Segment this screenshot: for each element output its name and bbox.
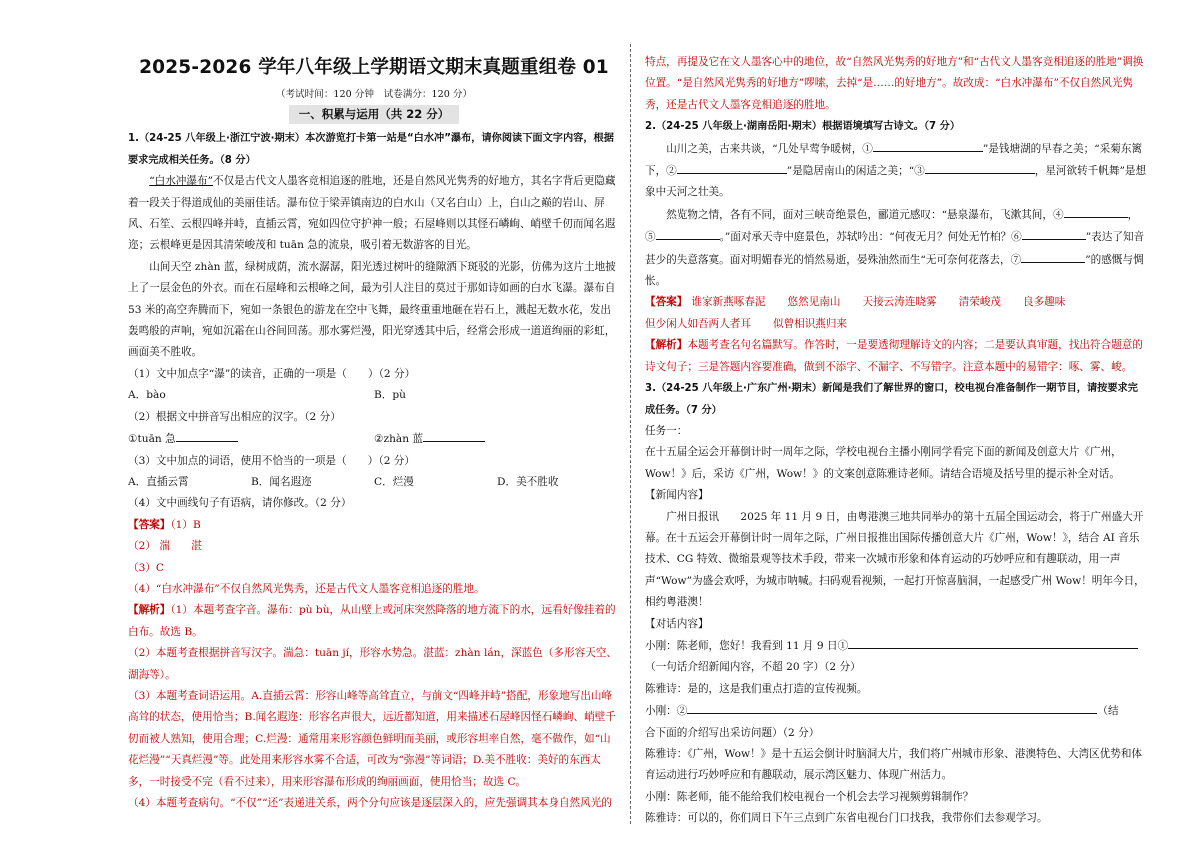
blank-line [656, 226, 720, 240]
q2-text: ，星河欲转千帆舞”是想象中天河之壮美。 [645, 165, 1147, 199]
answer-tag: 【答案】 [645, 296, 688, 309]
q2-text: ”的感慨与惆怅。 [645, 253, 1144, 288]
q2-text: 然览物之情，各有不同，面对三峡奇绝景色，郦道元感叹：“悬泉瀑布，飞漱其间，④ [666, 208, 1064, 221]
blank-2-label: ②zhàn 蓝 [374, 433, 424, 446]
q1-sub3-options [128, 472, 620, 493]
q2-para-2 [645, 204, 1147, 293]
q2-text: ”表达了知音甚少的失意落寞。面对明媚春光的悄然易逝，晏殊油然而生“无可奈何花落去，⑦ [645, 231, 1145, 266]
underlined-phrase: “白水冲瀑布” [149, 175, 213, 188]
q2-answer-item: 天接云涛连晓雾 [862, 296, 937, 309]
q1-passage-1 [128, 171, 620, 257]
answer-1: （1）B [170, 518, 201, 531]
dialog-text: 小刚：陈老师，您好！我看到 11 月 9 日① [645, 639, 849, 652]
blank-1-label: ①tuān 急 [128, 433, 176, 446]
dialog-text: 小刚：② [645, 705, 688, 718]
blank-line [925, 160, 1035, 174]
analysis-4-part2: 特点，再提及它在文人墨客心中的地位，故“自然风光隽秀的好地方”和“古代文人墨客竞相追逐的胜地”调换位置。“是自然风光隽秀的好地方”啰嗦，去掉“是……的好地方”。故改成：“白水冲瀑布”不仅自然风光隽秀，还是古代文人墨客竞相追逐的胜地。 [645, 56, 1144, 111]
q2-text: ”是隐居南山的闲适之美；“③ [786, 165, 925, 178]
blank-line [687, 700, 1097, 714]
q1-passage-1-text: 不仅是古代文人墨客竞相追逐的胜地，还是自然风光隽秀的好地方，其名字背后更隐藏着一段关于得道成仙的美丽佳话。瀑布位于梁弄镇南边的白水山（又名白山）上，白山之巅的岩山、屏风、石笙、云根四峰并峙，直插云霄，宛如四位守护神一般；石屋峰则以其怪石嶙峋、峭壁千仞而闻名遐迩；云根峰更是因其清荣峻茂和 tuān 急的流泉，吸引着无数游客的目光。 [128, 175, 616, 252]
blank-line [848, 635, 1138, 649]
blank-line [873, 138, 983, 152]
news-content: 广州日报讯 2025 年 11 月 9 日，由粤港澳三地共同举办的第十五届全国运动会，将于广州盛大开幕。在十五运会开幕倒计时一周年之际，广州日报推出国际传播创意大片《广州，Wow！》，结合 AI 音乐技术、CG 特效、微缩景观等技术手段，带来一次城市形象和体育运动的巧妙呼应和有趣联动，用一声声“Wow”为盛会欢呼，为城市呐喊。扫码观看视频，一起打开惊喜脑洞，一起感受广州 Wow！明年今日，相约粤港澳！ [645, 510, 1145, 609]
blank-line [677, 160, 787, 174]
option-b: B．闻名遐迩 [251, 475, 312, 488]
news-tag: 【新闻内容】 [645, 489, 709, 502]
question-1-stem: 1.（24-25 八年级上·浙江宁波·期末）本次游览打卡第一站是“白水冲”瀑布，请你阅读下面文字内容，根据要求完成相关任务。（8 分） [128, 133, 614, 166]
dialog-line-2: 陈雅诗：是的，这是我们重点打造的宣传视频。 [645, 682, 868, 695]
answer-2 [128, 536, 620, 557]
q1-sub3: （3）文中加点的词语，使用不恰当的一项是（ ）（2 分） [128, 454, 415, 467]
dialog-line-3 [645, 700, 1147, 722]
q1-sub2: （2）根据文中拼音写出相应的汉字。（2 分） [128, 410, 341, 423]
q2-text: 山川之美，古来共谈，“几处早莺争暖树，① [666, 142, 873, 155]
q1-sub1-options [128, 385, 620, 406]
analysis-tag: 【解析】 [645, 339, 688, 352]
q2-answer [645, 292, 1147, 335]
analysis-3: （3）本题考查词语运用。A.直插云霄：形容山峰等高耸直立，与前文“四峰并峙”搭配，形象地写出山峰高耸的状态，使用恰当；B.闻名遐迩：形容名声很大，远近都知道，用来描述石屋峰因怪石嶙峋、峭壁千仞而被人熟知，使用合理；C.烂漫：通常用来形容颜色鲜明而美丽，或形容坦率自然，毫不做作，如“山花烂漫”“天真烂漫”等。此处用来形容水雾不合适，可改为“弥漫”等词语；D.美不胜收：美好的东西太多，一时接受不完（看不过来），用来形容瀑布形成的绚丽画面，使用恰当；故选 C。 [128, 689, 616, 788]
question-2-stem: 2.（24-25 八年级上·湖南岳阳·期末）根据语境填写古诗文。（7 分） [645, 121, 961, 133]
question-3-stem: 3.（24-25 八年级上·广东广州·期末）新闻是我们了解世界的窗口，校电视台准备制作一期节目，请按要求完成任务。（7 分） [645, 383, 1138, 416]
section-heading: 一、积累与运用（共 22 分） [289, 105, 460, 124]
dialog-line-1 [645, 635, 1147, 657]
dialog-hint-1: （一句话介绍新闻内容，不超 20 字）（2 分） [645, 661, 861, 674]
q2-analysis [645, 335, 1147, 378]
answer-2-a: 湍 [159, 540, 170, 553]
analysis-1: （1）本题考查字音。瀑布：pù bù，从山壁上或河床突然降落的地方流下的水，远看好像挂着的白布。故选 B。 [128, 604, 616, 638]
q2-answer-item: 良多趣味 [1023, 296, 1066, 309]
option-a: A．直插云霄 [128, 475, 189, 488]
q2-answer-item: 清荣峻茂 [958, 296, 1002, 309]
answer-2-b: 湛 [191, 540, 202, 553]
analysis-tag: 【解析】 [128, 604, 171, 617]
blank-line [1021, 249, 1085, 263]
q1-passage-2: 山间天空 zhàn 蓝，绿树成荫，流水潺潺，阳光透过树叶的缝隙洒下斑驳的光影，仿佛为这片土地披上了一层金色的外衣。而在石屋峰和云根峰之间，最为引人注目的莫过于那如诗如画的白水飞瀑。瀑布自 53 米的高空奔腾而下，宛如一条银色的游龙在空中飞舞，最终重重地砸在岩石上，溅起无数水花，发出轰鸣般的声响，宛如沉霜在山谷间回荡。那水雾烂漫，阳光穿透其中后，经常会形成一道道绚丽的彩虹，画面美不胜收。 [128, 260, 616, 359]
dialog-tag: 【对话内容】 [645, 617, 709, 630]
answer-4: （4）“白水冲瀑布”不仅自然风光隽秀，还是古代文人墨客竞相追逐的胜地。 [128, 582, 485, 595]
analysis-4-part1: （4）本题考查病句。“不仅”“还”表递进关系，两个分句应该是逐层深入的，应先强调其本身自然风光的 [128, 797, 612, 809]
answer-3: （3）C [128, 561, 165, 574]
q3-task: 任务一： [645, 424, 688, 437]
option-b: B．pù [374, 389, 406, 402]
answer-2-label: （2） [128, 540, 156, 553]
column-divider [630, 44, 631, 824]
dialog-hint-3: 合下面的介绍写出采访问题）（2 分） [645, 726, 820, 739]
option-d: D．美不胜收 [497, 475, 559, 488]
q2-text: ，⑤ [645, 208, 1139, 244]
q2-answer-item: 但少闲人如吾两人者耳 [645, 317, 751, 330]
q3-intro: 在十五届全运会开幕倒计时一周年之际，学校电视台主播小刚同学看完下面的新闻及创意大片《广州，Wow！》后，采访《广州，Wow！》的文案创意陈雅诗老师。请结合语境及括号里的提示补全对话。 [645, 446, 1122, 480]
blank-2 [374, 428, 620, 450]
dialog-line-4: 陈雅诗：《广州，Wow！》是十五运会倒计时脑洞大片，我们将广州城市形象、港澳特色、大湾区优势和体育运动进行巧妙呼应和有趣联动，展示湾区魅力、体现广州活力。 [645, 748, 1143, 782]
blank-line [423, 428, 485, 442]
right-column [645, 52, 1147, 830]
q1-analysis [128, 600, 620, 643]
q2-text: ”是钱塘湖的早春之美；“采菊东篱下，② [645, 142, 1143, 178]
dialog-line-5: 小刚：陈老师，能不能给我们校电视台一个机会去学习视频剪辑制作？ [645, 790, 974, 803]
dialog-text: （结 [1097, 705, 1119, 718]
q2-answer-item: 谁家新燕啄春泥 [691, 296, 766, 309]
q2-answer-item: 似曾相识燕归来 [772, 317, 848, 330]
dialog-line-6: 陈雅诗：可以的，你们周日下午三点到广东省电视台门口找我，我带你们去参观学习。 [645, 812, 1048, 825]
blank-1 [128, 428, 374, 450]
option-c: C．烂漫 [374, 475, 414, 488]
analysis-2: （2）本题考查根据拼音写汉字。湍急：tuān jí，形容水势急。湛蓝：zhàn lán，深蓝色（多形容天空、湖海等）。 [128, 647, 617, 681]
blank-line [1064, 204, 1128, 218]
option-a: A．bào [128, 389, 166, 402]
q1-sub1: （1）文中加点字“瀑”的读音，正确的一项是（ ）（2 分） [128, 367, 416, 380]
blank-line [1022, 226, 1086, 240]
left-column [128, 52, 620, 814]
exam-info: （考试时间：120 分钟 试卷满分：120 分） [275, 89, 473, 100]
q2-analysis-text: 本题考查名句名篇默写。作答时，一是要透彻理解诗文的内容；二是要认真审题，找出符合题意的诗文句子；三是答题内容要准确，做到不添字、不漏字、不写错字。注意本题中的易错字：啄、雾、峻。 [645, 339, 1143, 373]
answer-tag: 【答案】 [128, 518, 171, 531]
q2-text: 。”面对承天寺中庭景色，苏轼吟出：“何夜无月？何处无竹柏？⑥ [719, 231, 1022, 244]
page-title: 2025-2026 学年八年级上学期语文期末真题重组卷 01 [139, 57, 609, 78]
q1-sub2-blanks [128, 428, 620, 450]
q2-answer-item: 悠然见南山 [787, 296, 841, 309]
blank-line [176, 428, 238, 442]
q1-answer [128, 515, 620, 536]
q2-para-1 [645, 138, 1147, 204]
q1-sub4: （4）文中画线句子有语病，请你修改。（2 分） [128, 497, 352, 510]
